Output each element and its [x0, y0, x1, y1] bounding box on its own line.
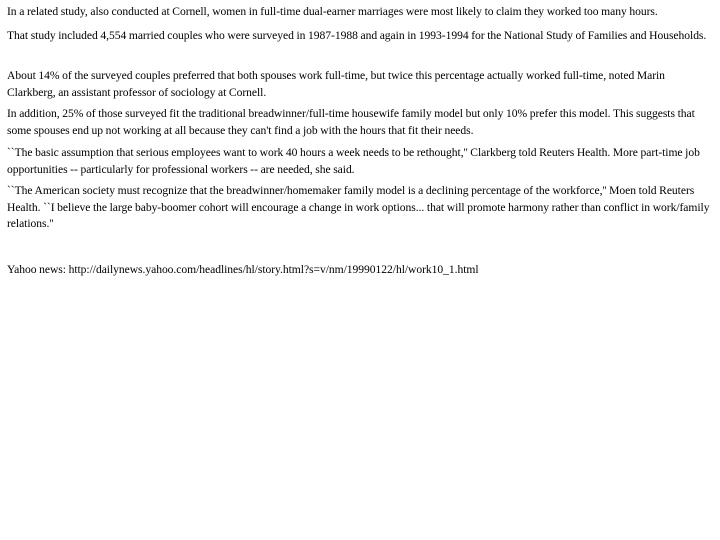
article-paragraph-1: In a related study, also conducted at Cornell, women in full-time dual-earner marriages were most likely to claim they worked too many hours.	[7, 5, 658, 18]
article-paragraph-3: About 14% of the surveyed couples preferred that both spouses work full-time, but twice this percentage actually worked full-time, noted Marin Clarkberg, an assistant professor of sociology at Cornell.	[7, 69, 665, 99]
article-paragraph-2: That study included 4,554 married couples who were surveyed in 1987-1988 and again in 1993-1994 for the National Study of Families and Households.	[7, 29, 707, 42]
source-citation: Yahoo news: http://dailynews.yahoo.com/headlines/hl/story.html?s=v/nm/19990122/hl/work10_1.html	[7, 263, 479, 276]
article-paragraph-4: In addition, 25% of those surveyed fit the traditional breadwinner/full-time housewife family model but only 10% prefer this model. This suggests that some spouses end up not working at all because they can't find a job with the hours that fit their needs.	[7, 107, 695, 137]
article-paragraph-6: ``The American society must recognize that the breadwinner/homemaker family model is a declining percentage of the workforce,'' Moen told Reuters Health. ``I believe the large baby-boomer cohort will encourage a change in work options... that will promote harmony rather than conflict in work/family relations.''	[7, 184, 710, 230]
article-paragraph-5: ``The basic assumption that serious employees want to work 40 hours a week needs to be rethought,'' Clarkberg told Reuters Health. More part-time job opportunities -- particularly for professional workers -- are needed, she said.	[7, 146, 700, 176]
